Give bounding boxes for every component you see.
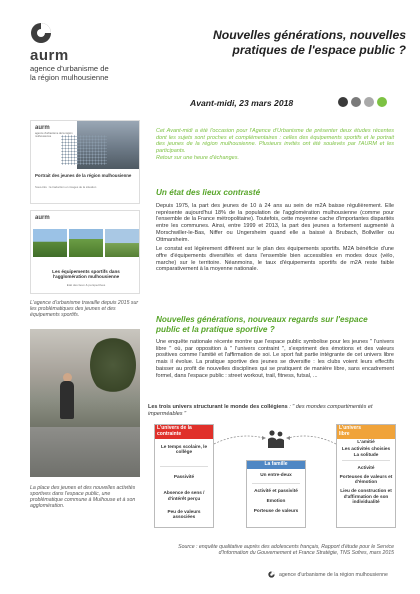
intro-text	[156, 128, 394, 162]
box-mid-item-2: Activité et passivité	[254, 487, 298, 493]
cover2-photo-strip	[33, 229, 139, 257]
footer-logo-icon	[268, 571, 275, 578]
box-right-item-4: Activité	[357, 464, 375, 470]
logo-subtitle-line1: agence d'urbanisme de	[30, 64, 109, 73]
section2-body	[156, 339, 394, 379]
box-left-item-1: Le temps scolaire, le collège	[160, 443, 208, 455]
cover2-photo-2	[69, 229, 103, 257]
intro-callout: Retour sur une heure d'échanges.	[156, 155, 239, 162]
dot-1	[338, 97, 348, 107]
section2-heading-line1: Nouvelles générations, nouveaux regards sur l'espace	[156, 315, 368, 324]
section2-paragraph-1: Une enquête nationale récente montre que l'espace public symbolise pour les jeunes " l'univers libre " où, par opposition à " l'univers contraint ", s'expriment des émotions et des valeurs positives comme l'amitié et l'affirmation de soi. Le sport fait partie intégrante de cet univers libre mais il évolue. La pratique sportive des jeunes se diversifie : les clubs voient leurs effectifs baisser au profit de nouvelles disciplines qui se pratiquent de manière libre, sans encadrement formel, dans l'espace public : street workout, trail, fitness, futsal, ...	[156, 339, 394, 379]
study-cover-portrait-jeunes	[30, 120, 140, 204]
caption-studies: L'agence d'urbanisme travaille depuis 2015 sur les problématiques des jeunes et des équipements sportifs.	[30, 300, 139, 319]
title-line1: Nouvelles générations, nouvelles	[212, 28, 406, 42]
cover-dot-pattern	[61, 135, 107, 165]
title-line2: pratiques de l'espace public ?	[232, 43, 406, 57]
photo-tree	[90, 335, 136, 395]
box-right-header-line2: libre	[339, 430, 350, 437]
section2-heading-line2: public et la pratique sportive ?	[156, 325, 275, 334]
cover2-logo-word: aurm	[35, 215, 50, 221]
cover2-photo-1	[33, 229, 67, 257]
box-left-header-line1: L'univers de la	[157, 425, 192, 431]
aurm-logo-icon	[30, 22, 52, 44]
box-univers-libre	[336, 424, 396, 528]
source-note: Source : enquête qualitative auprès des adolescents français, Rapport d'étude pour le Service d'Information du Gouvernement et France Stratégie, TNS Sofres, mars 2015	[178, 544, 394, 557]
cover2-photo-3	[105, 229, 139, 257]
cover-logo-sub: agence d'urbanisme de la région mulhousienne	[35, 132, 73, 138]
footer-text: agence d'urbanisme de la région mulhousienne	[279, 571, 388, 578]
section2-heading	[156, 315, 394, 335]
cover2-title-line1: Les équipements sportifs dans	[52, 269, 120, 274]
box-mid-item-1: Un entre-deux	[260, 471, 292, 477]
box-left-item-4: Peu de valeurs associées	[167, 508, 201, 520]
box-left-divider-1	[160, 466, 208, 467]
box-mid-header: La famille	[247, 461, 305, 469]
section1-paragraph-1: Depuis 1975, la part des jeunes de 10 à 24 ans au sein de m2A baisse régulièrement. Elle représente aujourd'hui 18% de la population de l'agglomération mulhousienne (comme pour l'ensemble de la France métropolitaine). Toutefois, cette moyenne cache d'importantes disparités entre les communes. Ainsi, entre 1999 et 2013, la part des jeunes a fortement augmenté à Morschwiller-le-Bas, Niffer ou Ungersheim quand elle a baissé à Brubach, Bollwiller ou Ottmarsheim.	[156, 203, 394, 243]
box-univers-contrainte	[154, 424, 214, 528]
intro-paragraph: Cet Avant-midi a été l'occasion pour l'Agence d'Urbanisme de présenter deux études récentes dont les sujets sont proches et complémentaires : celles des équipements sportifs et le portrait des jeunes de la région mulhousienne. Plusieurs invités ont été soulevés par l'AURM et les participants.	[156, 128, 394, 154]
box-mid-divider-1	[252, 483, 300, 484]
left-column	[30, 120, 140, 509]
box-right-divider-1	[342, 460, 390, 461]
section1-heading: Un état des lieux contrasté	[156, 188, 261, 197]
box-right-item-5: Porteuses de valeurs et d'émotion	[339, 473, 393, 485]
event-date: Avant-midi, 23 mars 2018	[190, 98, 294, 108]
dot-3	[364, 97, 374, 107]
photo-ramp	[30, 427, 140, 477]
section1-body	[156, 203, 394, 273]
cover2-subtitle: Etat des lieux & perspectives	[66, 283, 106, 287]
caption-skatepark: La place des jeunes et des nouvelles activités sportives dans l'espace public, une problématique commune à Mulhouse et à son agglomération.	[30, 484, 136, 510]
box-mid-item-4: Porteuse de valeurs	[253, 507, 299, 513]
study-cover-equipements-sportifs	[30, 210, 140, 294]
dot-4	[377, 97, 387, 107]
logo-subtitle-line2: la région mulhousienne	[30, 73, 109, 82]
skatepark-photo	[30, 329, 140, 477]
box-right-header-line1: L'univers	[339, 425, 362, 431]
dot-2	[351, 97, 361, 107]
three-universes-diagram	[148, 404, 402, 534]
cover2-title	[31, 269, 140, 280]
cover-title: Portrait des jeunes de la région mulhousienne	[35, 173, 132, 178]
diagram-title-italic: : " des mondes compartimentés et imperméables "	[148, 404, 373, 417]
box-right-item-6: Lieu de construction et d'affirmation de son individualité	[340, 488, 392, 505]
box-right-header	[337, 425, 395, 439]
diagram-title-bold: Les trois univers structurant le monde des collégiens	[148, 404, 288, 410]
agency-logo	[30, 22, 150, 82]
box-right-item-3: La solitude	[353, 452, 379, 458]
box-right-item-2: Les activités choisies	[341, 445, 391, 451]
cover2-title-line2: l'agglomération mulhousienne	[52, 274, 120, 280]
page-title	[196, 28, 406, 58]
box-left-item-3: Absence de sens / d'intérêt perçu	[163, 490, 205, 501]
box-famille	[246, 460, 306, 528]
box-right-item-1: L'amitié	[357, 439, 375, 445]
box-left-header	[155, 425, 213, 439]
photo-person	[60, 381, 74, 419]
logo-wordmark: aurm	[30, 47, 69, 64]
page-footer	[268, 571, 400, 578]
box-left-header-line2: contrainte	[157, 430, 182, 437]
cover-subtitle: Sous-titre : la traduction en images de la situation	[35, 185, 97, 189]
family-icon	[265, 428, 287, 450]
section1-paragraph-2: Le constat est légèrement différent sur le plan des équipements sportifs. M2A bénéficie d'une offre d'équipements diversifiés et dans l'ensemble bien accessibles en modes doux (vélo, marche) sur le territoire. Néanmoins, le taux d'équipements sportifs de m2A reste faible comparativement à la moyenne nationale.	[156, 246, 394, 273]
cover-logo-word: aurm	[35, 125, 50, 131]
decorative-dots	[338, 97, 387, 107]
box-mid-item-3: Emotion	[266, 497, 286, 503]
box-left-item-2: Passivité	[173, 474, 195, 480]
